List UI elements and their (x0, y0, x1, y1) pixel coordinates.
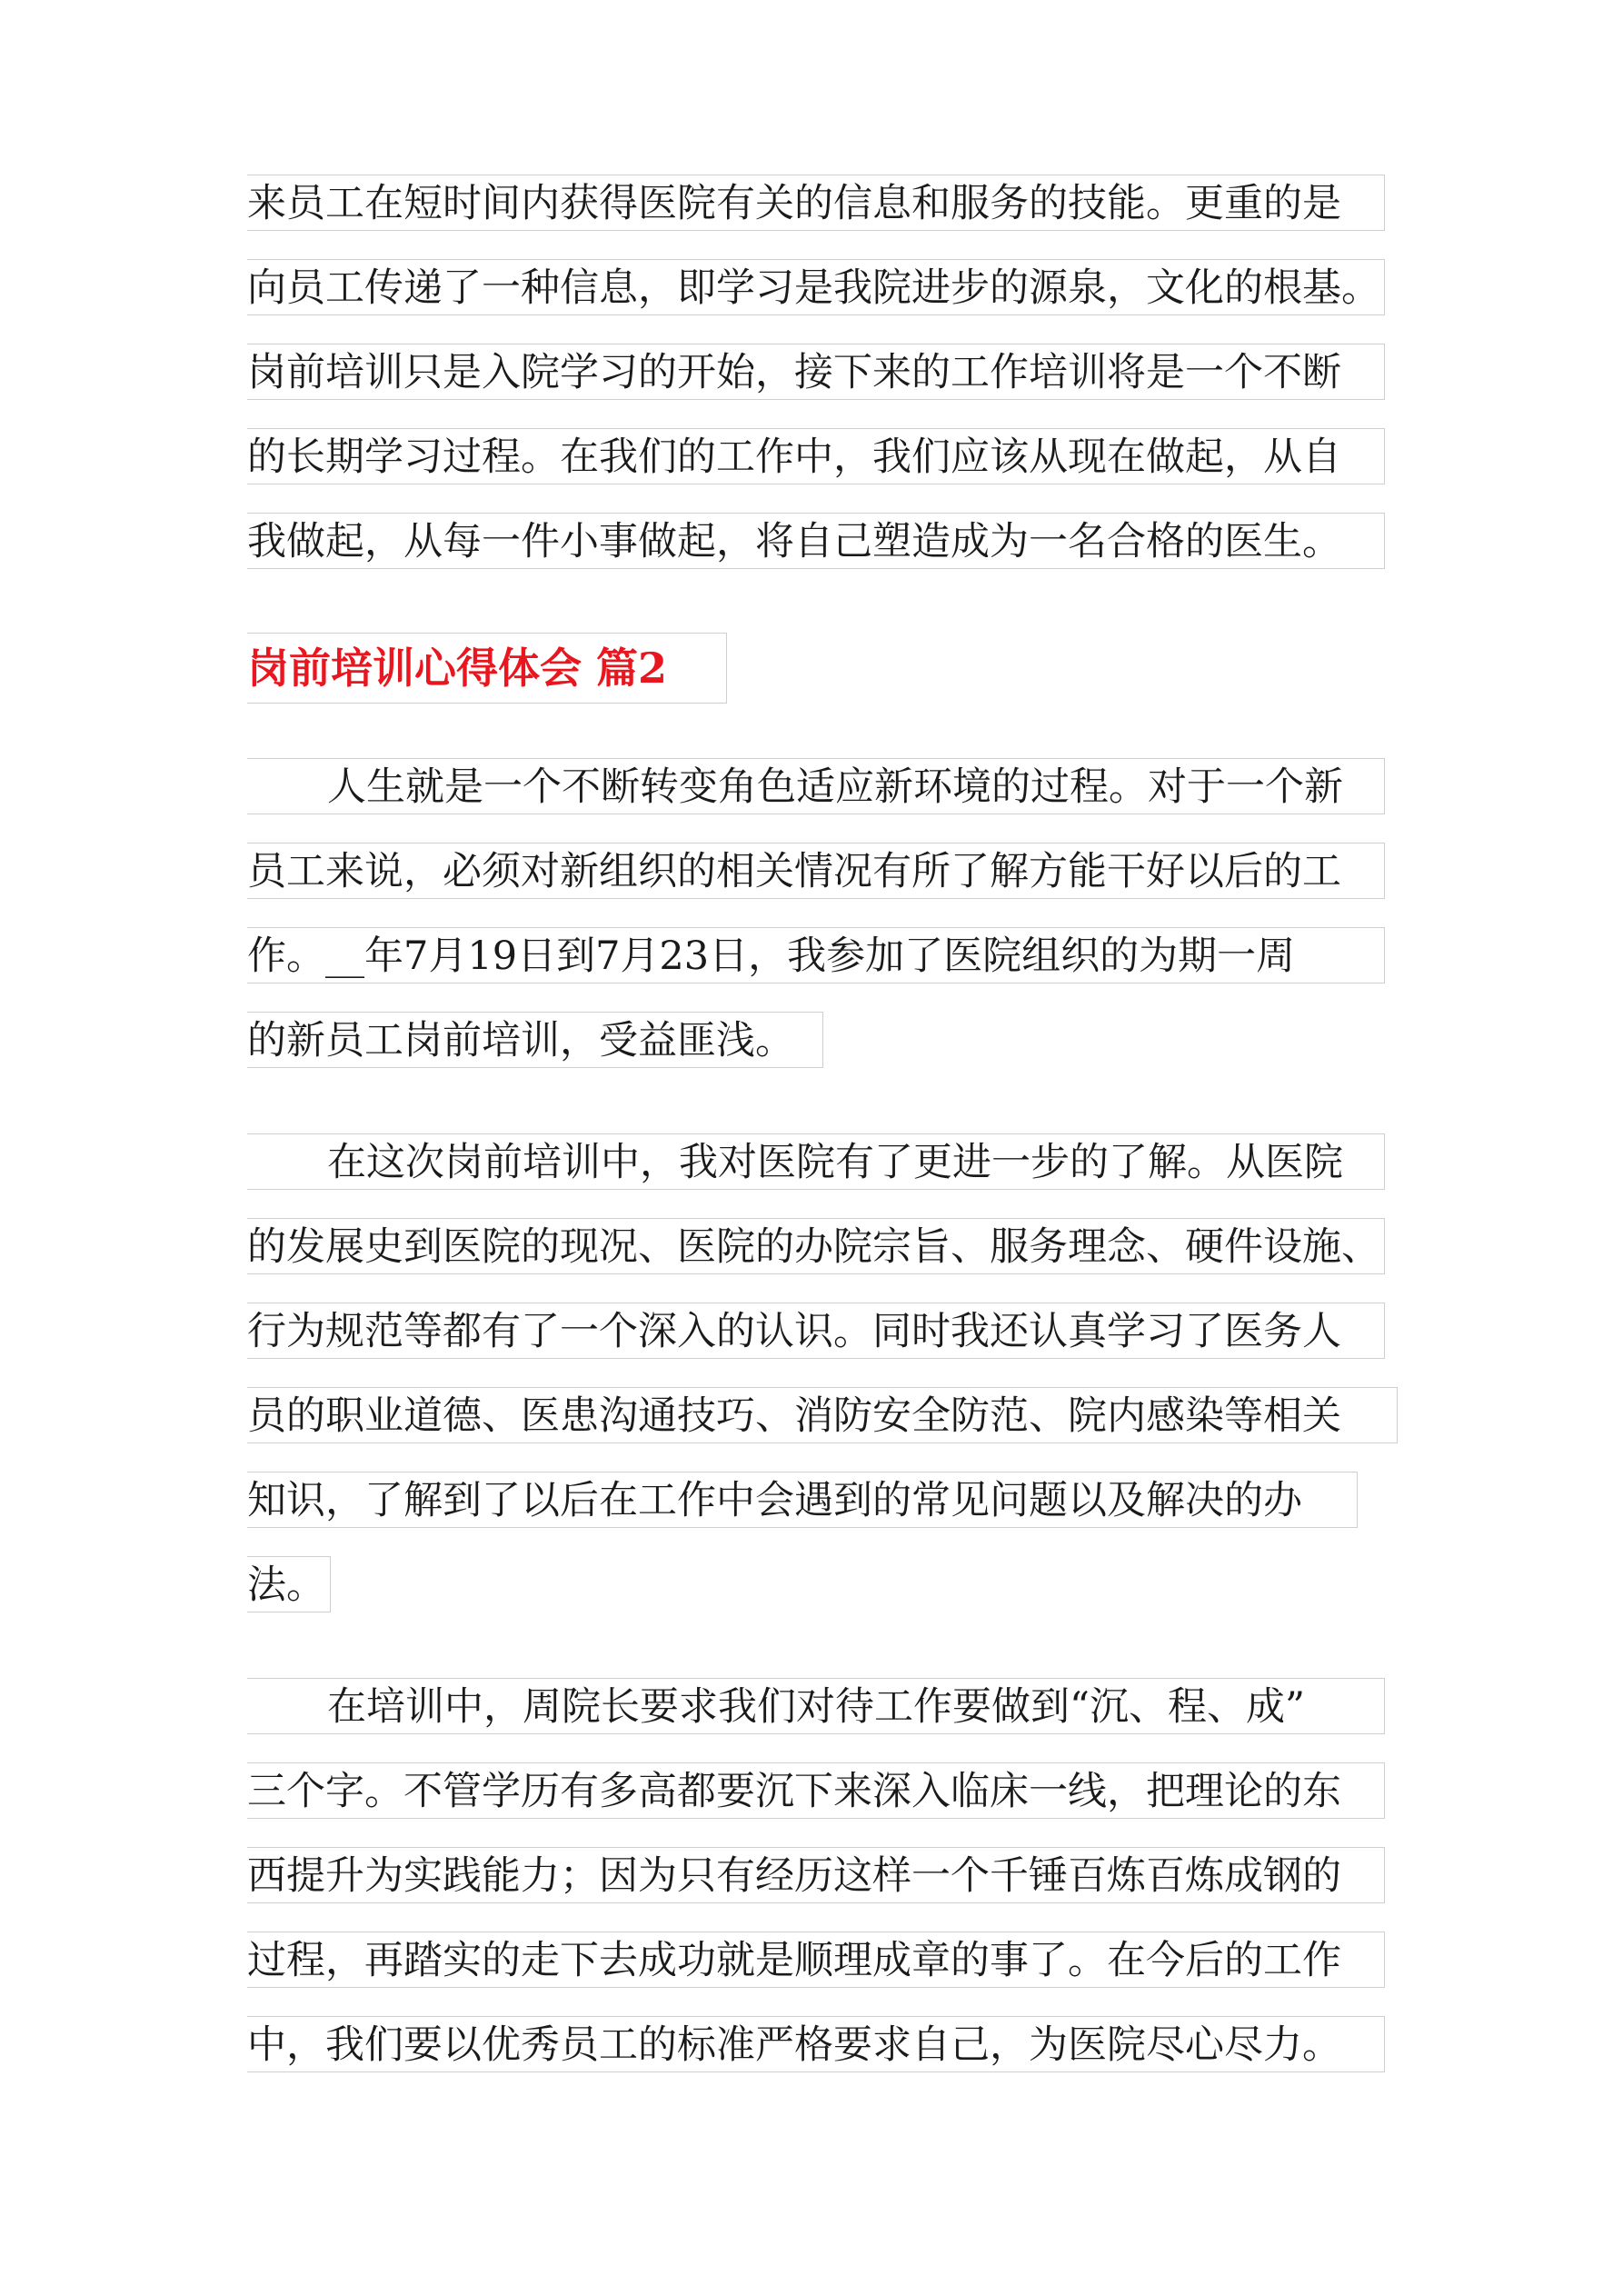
text-line: 作。__年7月19日到7月23日，我参加了医院组织的为期一周 (247, 927, 1385, 983)
text-line: 行为规范等都有了一个深入的认识。同时我还认真学习了医务人 (247, 1303, 1385, 1359)
text-line: 来员工在短时间内获得医院有关的信息和服务的技能。更重的是 (247, 175, 1385, 231)
text-line: 在培训中，周院长要求我们对待工作要做到“沉、程、成” (247, 1678, 1385, 1734)
text-line: 法。 (247, 1556, 331, 1612)
text-line: 的发展史到医院的现况、医院的办院宗旨、服务理念、硬件设施、 (247, 1218, 1385, 1274)
text-line: 的新员工岗前培训，受益匪浅。 (247, 1012, 823, 1068)
text-line: 过程，再踏实的走下去成功就是顺理成章的事了。在今后的工作 (247, 1932, 1385, 1988)
text-line: 员的职业道德、医患沟通技巧、消防安全防范、院内感染等相关 (247, 1387, 1398, 1443)
text-line: 西提升为实践能力；因为只有经历这样一个千锤百炼百炼成钢的 (247, 1847, 1385, 1903)
text-line: 的长期学习过程。在我们的工作中，我们应该从现在做起，从自 (247, 428, 1385, 484)
text-line: 向员工传递了一种信息，即学习是我院进步的源泉，文化的根基。 (247, 259, 1385, 315)
text-line: 三个字。不管学历有多高都要沉下来深入临床一线，把理论的东 (247, 1762, 1385, 1819)
text-line: 知识，了解到了以后在工作中会遇到的常见问题以及解决的办 (247, 1472, 1358, 1528)
section-heading: 岗前培训心得体会 篇2 (247, 633, 727, 704)
text-line: 员工来说，必须对新组织的相关情况有所了解方能干好以后的工 (247, 843, 1385, 899)
text-line: 中，我们要以优秀员工的标准严格要求自己，为医院尽心尽力。 (247, 2016, 1385, 2072)
text-line: 人生就是一个不断转变角色适应新环境的过程。对于一个新 (247, 758, 1385, 814)
text-line: 岗前培训只是入院学习的开始，接下来的工作培训将是一个不断 (247, 344, 1385, 400)
text-line: 在这次岗前培训中，我对医院有了更进一步的了解。从医院 (247, 1133, 1385, 1190)
text-line: 我做起，从每一件小事做起，将自己塑造成为一名合格的医生。 (247, 513, 1385, 569)
